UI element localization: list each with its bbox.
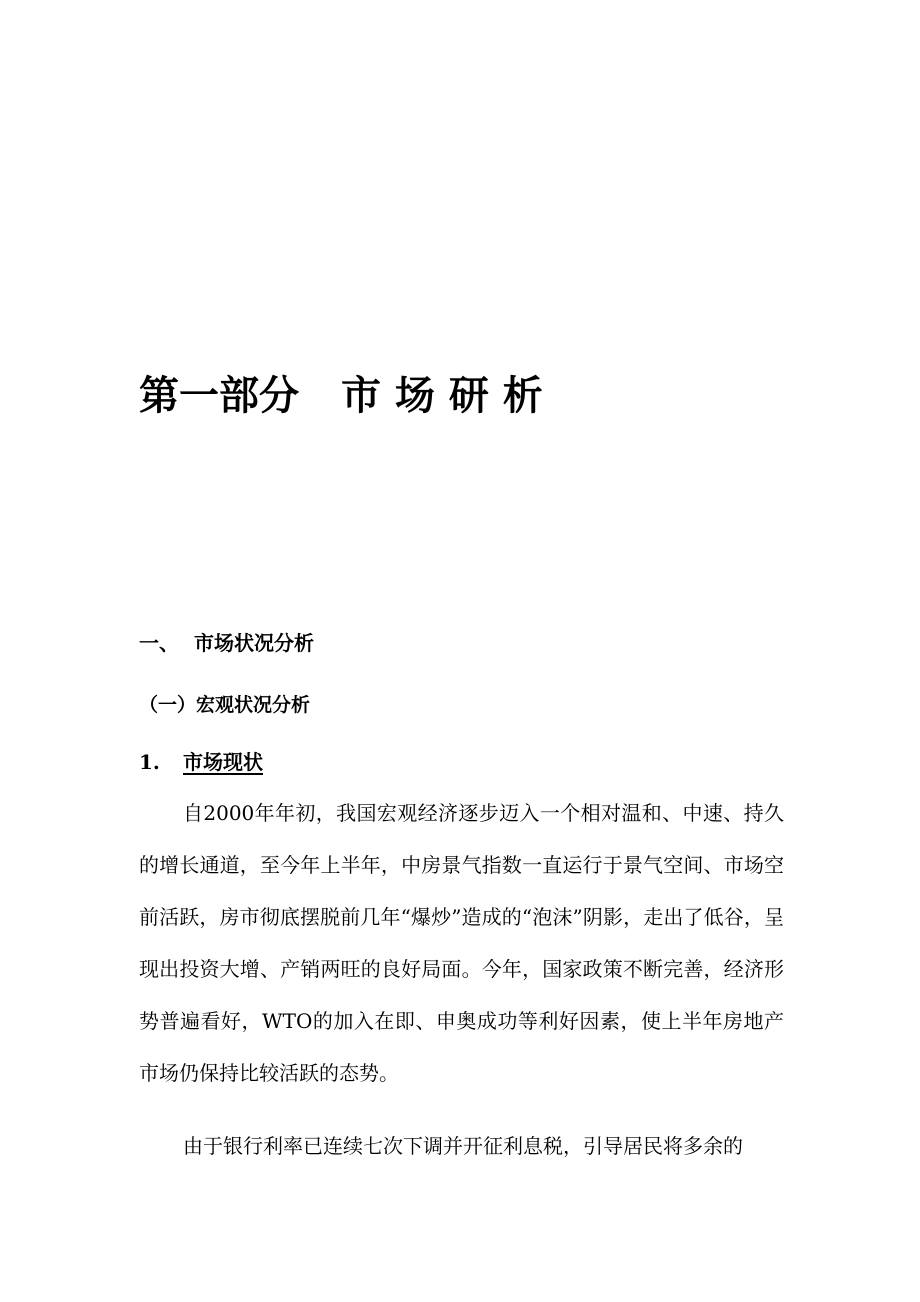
part-name: 市 场 研 析 <box>341 373 543 419</box>
body-paragraph-1: 自2000年年初，我国宏观经济逐步迈入一个相对温和、中速、持久的增长通道，至今年上半年，中房景气指数一直运行于景气空间、市场空前活跃，房市彻底摆脱前几年“爆炒”造成的“泡沫”阴影，走出了低谷，呈现出投资大增、产销两旺的良好局面。今年，国家政策不断完善，经济形势普遍看好，WTO的加入在即、申奥成功等利好因素，使上半年房地产市场仍保持比较活跃的态势。 <box>139 801 784 1085</box>
section-title: 市场状况分析 <box>194 631 314 655</box>
part-label: 第一部分 <box>139 373 299 419</box>
section-number: 一、 <box>139 631 179 655</box>
item-title: 市场现状 <box>183 750 263 774</box>
part-title <box>139 370 543 422</box>
item-heading <box>139 747 263 777</box>
subsection-heading: （一）宏观状况分析 <box>139 694 311 716</box>
item-number: 1. <box>139 750 160 774</box>
body-paragraph-2: 由于银行利率已连续七次下调并开征利息税，引导居民将多余的 <box>183 1134 743 1158</box>
section-heading <box>139 628 314 658</box>
